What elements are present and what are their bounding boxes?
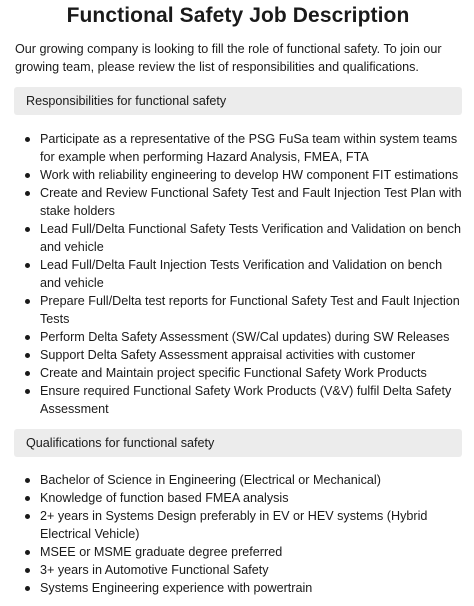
list-item: 3+ years in Automotive Functional Safety: [40, 561, 462, 579]
list-item: Lead Full/Delta Fault Injection Tests Verification and Validation on bench and vehicle: [40, 256, 462, 292]
list-item: Prepare Full/Delta test reports for Functional Safety Test and Fault Injection Tests: [40, 292, 462, 328]
list-item: 2+ years in Systems Design preferably in EV or HEV systems (Hybrid Electrical Vehicle): [40, 507, 462, 543]
list-item: Support Delta Safety Assessment appraisal activities with customer: [40, 346, 462, 364]
list-item: Create and Review Functional Safety Test and Fault Injection Test Plan with stake holders: [40, 186, 462, 218]
list-item: Create and Maintain project specific Functional Safety Work Products: [40, 364, 462, 382]
responsibilities-heading: Responsibilities for functional safety: [14, 87, 462, 115]
list-item: MSEE or MSME graduate degree preferred: [40, 543, 462, 561]
list-item: Ensure required Functional Safety Work Products (V&V) fulfil Delta Safety Assessment: [40, 382, 462, 418]
list-item: Knowledge of function based FMEA analysis: [40, 489, 462, 507]
page-title: Functional Safety Job Description: [66, 4, 410, 27]
list-item: Systems Engineering experience with powertrain: [40, 579, 462, 597]
qualifications-list: [14, 471, 462, 597]
list-item: Participate as a representative of the PSG FuSa team within system teams for example when performing Hazard Analysis, FMEA, FTA: [40, 130, 462, 166]
intro-paragraph: Our growing company is looking to fill the role of functional safety. To join our growing team, please review the list of responsibilities and qualifications.: [15, 42, 442, 74]
list-item: Lead Full/Delta Functional Safety Tests Verification and Validation on bench and vehicle: [40, 222, 461, 254]
qualifications-heading: Qualifications for functional safety: [14, 429, 462, 457]
responsibilities-list: [14, 130, 462, 418]
list-item: Work with reliability engineering to develop HW component FIT estimations: [40, 166, 462, 184]
list-item: Bachelor of Science in Engineering (Electrical or Mechanical): [40, 471, 462, 489]
list-item: Perform Delta Safety Assessment (SW/Cal updates) during SW Releases: [40, 328, 462, 346]
